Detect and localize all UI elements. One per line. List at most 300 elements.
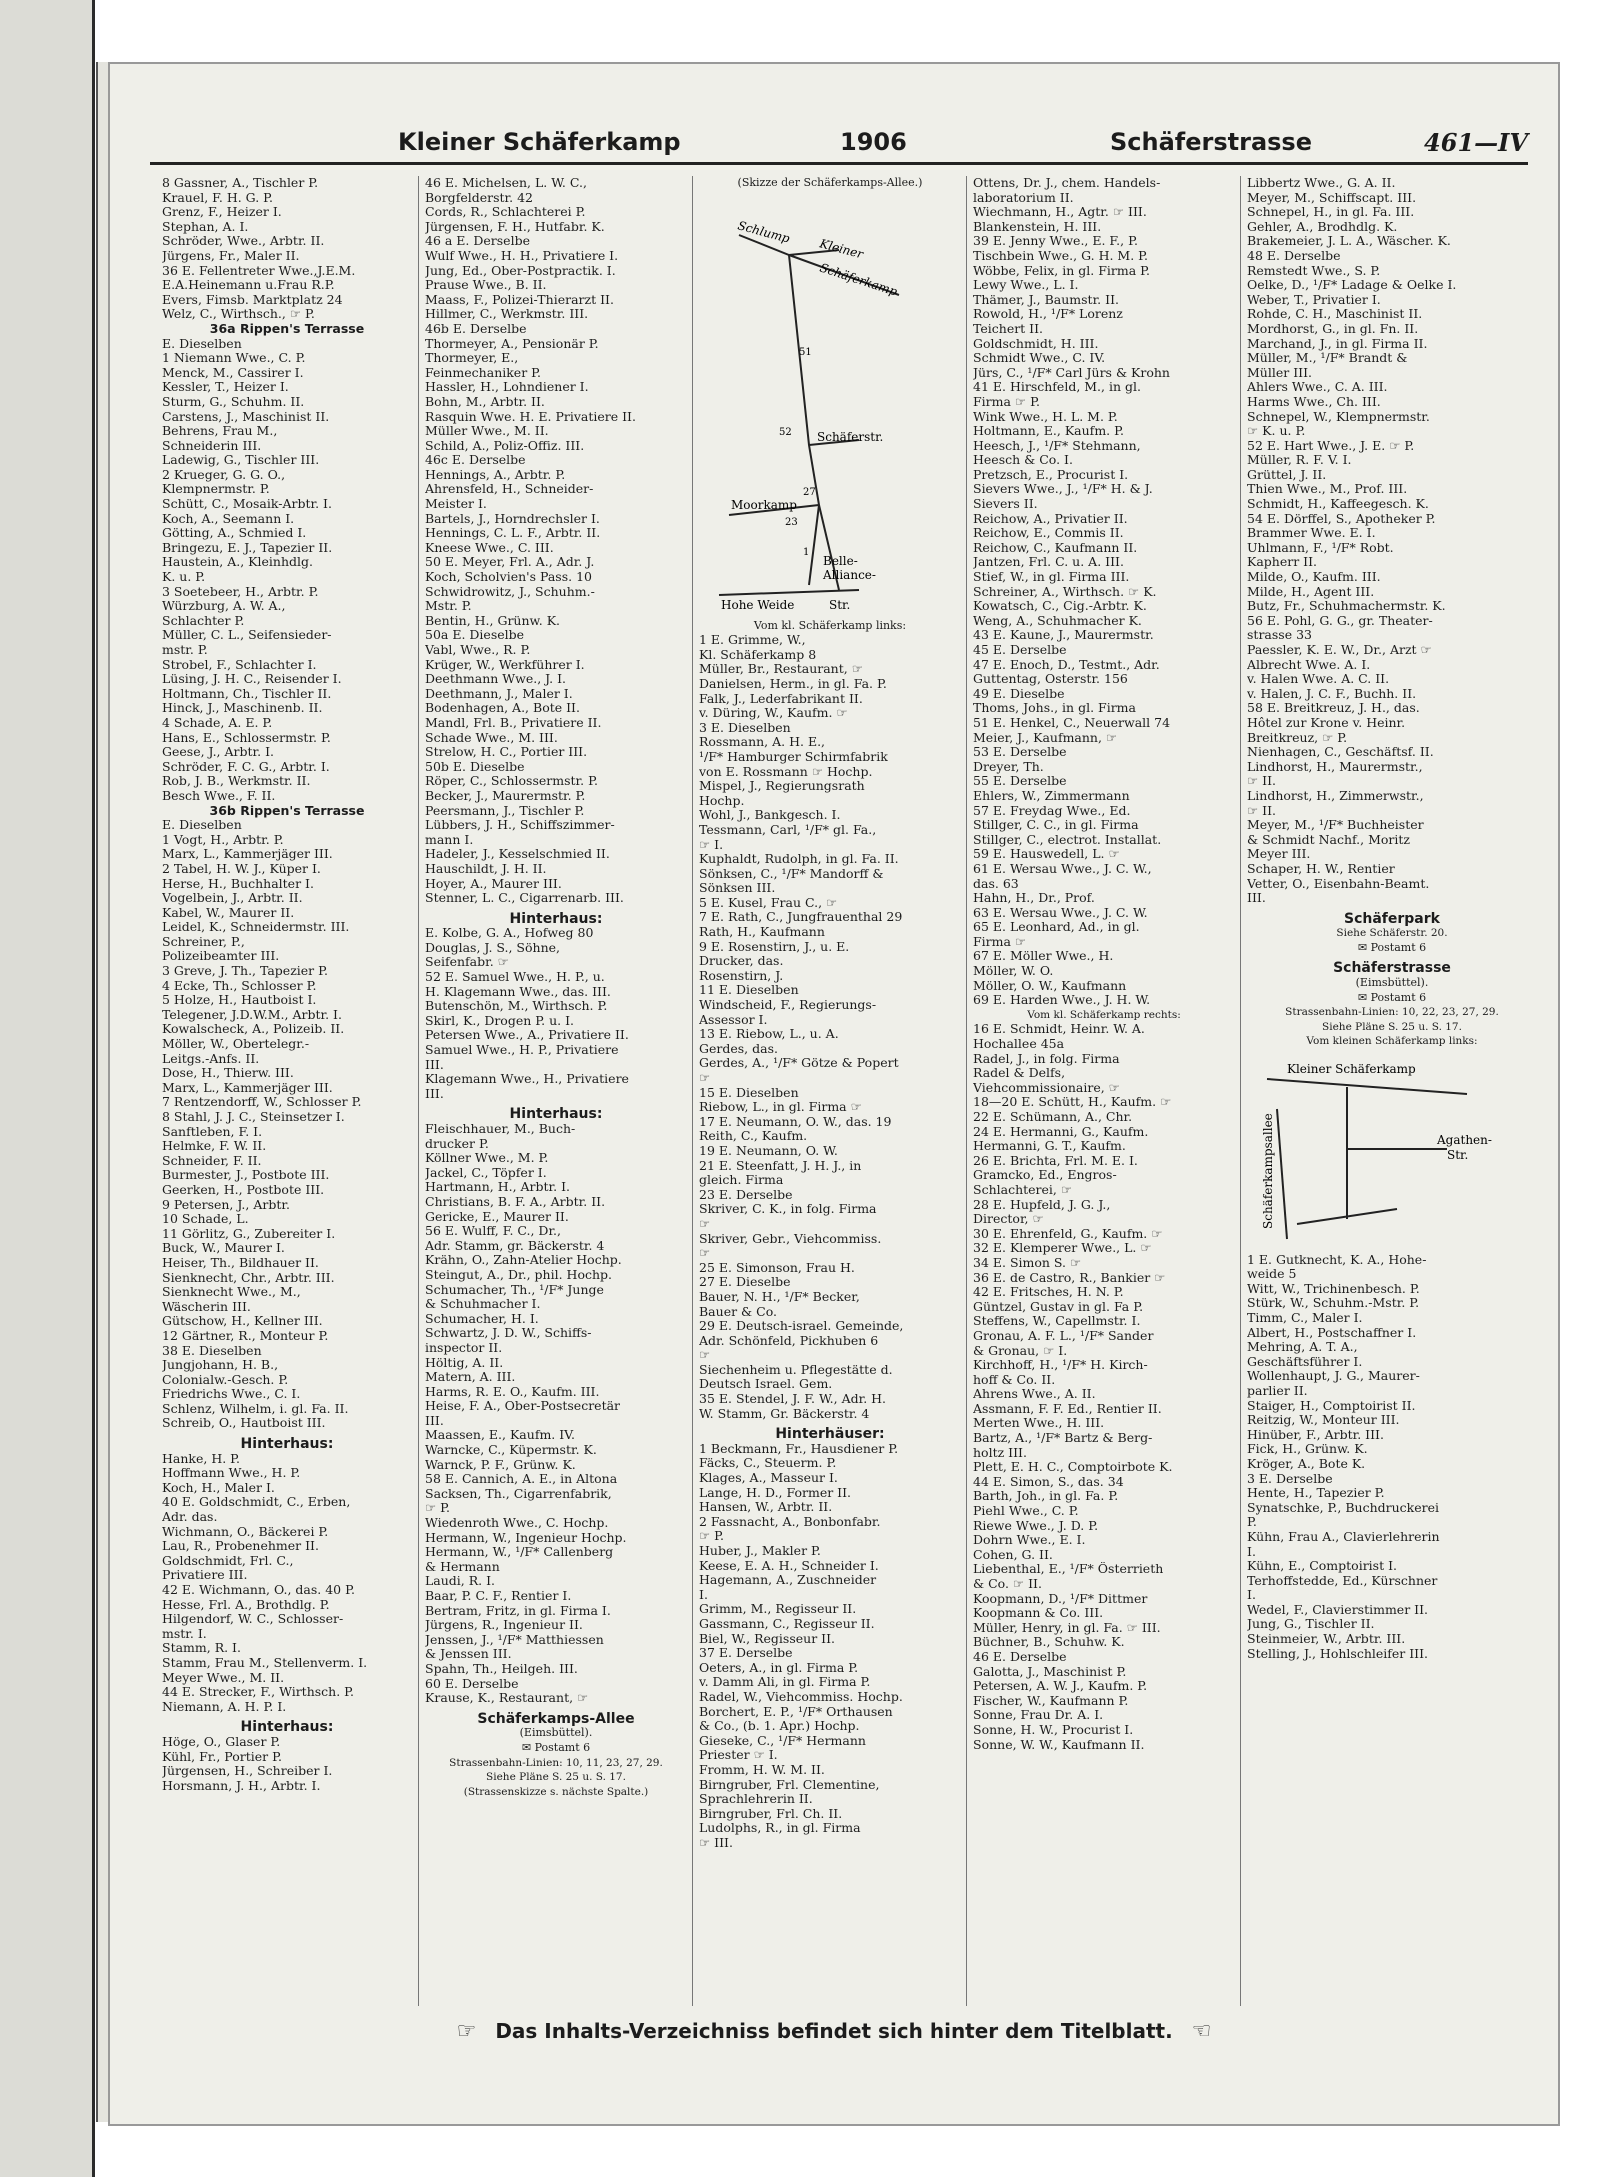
directory-entry: Vom kleinen Schäferkamp links: [1306,1035,1478,1048]
directory-entry: 11 E. Dieselben [699,983,799,998]
directory-entry: hoff & Co. II. [973,1372,1056,1387]
directory-entry: E. Dieselben [162,336,242,351]
directory-entry: Nienhagen, C., Geschäftsf. II. [1247,745,1434,760]
directory-entry: Hartmann, H., Arbtr. I. [425,1180,571,1195]
directory-entry: Möller, O. W., Kaufmann [973,978,1127,993]
header-street-right: Schäferstrasse [1110,128,1312,156]
directory-entry: 46 a E. Derselbe [425,234,530,249]
directory-entry: Sienknecht Wwe., M., [162,1285,301,1300]
directory-entry: ☞ P. [425,1501,451,1516]
directory-entry: Müller, M., ¹/F* Brandt & [1247,351,1408,366]
directory-entry: Besch Wwe., F. II. [162,788,276,803]
directory-entry: Hoffmann Wwe., H. P. [162,1466,301,1481]
directory-entry: 16 E. Schmidt, Heinr. W. A. [973,1022,1145,1037]
directory-entry: Hinck, J., Maschinenb. II. [162,701,323,716]
directory-page [108,62,1560,2126]
directory-entry: Herse, H., Buchhalter I. [162,876,314,891]
directory-entry: Rob, J. B., Werkmstr. II. [162,774,311,789]
directory-entry: Rohde, C. H., Maschinist II. [1247,307,1423,322]
directory-entry: Burmester, J., Postbote III. [162,1168,330,1183]
directory-entry: 60 E. Derselbe [425,1676,519,1691]
directory-entry: Albert, H., Postschaffner I. [1247,1325,1417,1340]
directory-entry: 22 E. Schümann, A., Chr. [973,1110,1133,1124]
directory-entry: Skriver, Gebr., Viehcommiss. [699,1231,882,1246]
directory-entry: 63 E. Wersau Wwe., J. C. W. [973,905,1148,920]
directory-entry: 15 E. Dieselben [699,1085,799,1100]
directory-entry: 13 E. Riebow, L., u. A. [699,1027,839,1042]
directory-entry: v. Halen Wwe. A. C. II. [1247,672,1390,687]
directory-entry: Schneiderin III. [162,438,262,453]
directory-entry: 3 E. Dieselben [699,720,791,735]
directory-entry: (Strassenskizze s. nächste Spalte.) [463,1785,649,1798]
directory-entry: Vogelbein, J., Arbtr. II. [162,891,303,906]
directory-entry: Hermann, W., Ingenieur Hochp. [425,1530,627,1545]
directory-entry: laboratorium II. [973,190,1074,205]
directory-entry: Wedel, F., Clavierstimmer II. [1247,1602,1428,1617]
directory-entry: Koch, H., Maler I. [162,1480,275,1495]
directory-entry: Heesch & Co. I. [973,453,1073,468]
directory-entry: Schlenz, Wilhelm, i. gl. Fa. II. [162,1401,349,1416]
directory-entry: Gieseke, C., ¹/F* Hermann [699,1733,866,1748]
directory-entry: gleich. Firma [699,1173,784,1188]
directory-entry: 49 E. Dieselbe [973,686,1065,701]
directory-entry: Hesse, Frl. A., Brothdlg. P. [162,1597,330,1612]
directory-entry: Geschäftsführer I. [1247,1354,1363,1369]
directory-entry: Bartels, J., Horndrechsler I. [425,511,600,526]
directory-entry: Koch, A., Seemann I. [162,511,295,526]
directory-entry: 35 E. Stendel, J. F. W., Adr. H. [699,1392,887,1407]
directory-entry: Leitgs.-Anfs. II. [162,1051,260,1066]
directory-entry: Meister I. [425,497,487,512]
directory-entry: Priester ☞ I. [699,1748,778,1763]
map-number-23: 23 [785,516,798,528]
directory-entry: Geese, J., Arbtr. I. [162,745,274,760]
directory-entry: Hassler, H., Lohndiener I. [425,380,589,395]
directory-entry: Götting, A., Schmied I. [162,526,307,541]
directory-entry: Holtmann, Ch., Tischler II. [162,686,332,701]
directory-entry: Hagemann, A., Zuschneider [699,1573,877,1588]
directory-entry: 59 E. Hauswedell, L. ☞ [973,847,1120,862]
directory-entry: Gronau, A. F. L., ¹/F* Sander [973,1328,1154,1343]
directory-entry: Hinüber, F., Arbtr. III. [1247,1427,1384,1442]
directory-entry: Harms Wwe., Ch. III. [1247,394,1381,409]
directory-entry: Reitzig, W., Monteur III. [1247,1413,1400,1428]
map2-label-schaeferkampsallee: Schäferkampsallee [1261,1113,1275,1230]
directory-entry: Fischer, W., Kaufmann P. [973,1693,1129,1708]
directory-entry: 3 Soetebeer, H., Arbtr. P. [162,584,319,599]
directory-entry: 8 Stahl, J. J. C., Steinsetzer I. [162,1110,345,1124]
directory-entry: (Eimsbüttel). [1355,976,1429,990]
directory-entry: 36b Rippen's Terrasse [209,803,365,818]
directory-entry: Goldschmidt, Frl. C., [162,1553,294,1568]
directory-entry: Möller, W., Obertelegr.- [162,1037,310,1052]
directory-entry: & Jenssen III. [425,1647,512,1662]
directory-entry: Weber, T., Privatier I. [1247,292,1381,307]
directory-entry: Ottens, Dr. J., chem. Handels- [973,176,1161,190]
directory-entry: Vetter, O., Eisenbahn-Beamt. [1247,876,1430,891]
directory-entry: holtz III. [973,1445,1027,1460]
directory-entry: Kowatsch, C., Cig.-Arbtr. K. [973,599,1147,614]
directory-entry: Gerdes, das. [699,1041,778,1056]
directory-entry: mann I. [425,832,474,847]
directory-entry: Jürs, C., ¹/F* Carl Jürs & Krohn [973,365,1170,380]
directory-entry: 42 E. Fritsches, H. N. P. [973,1285,1124,1300]
directory-entry: Uhlmann, F., ¹/F* Robt. [1247,540,1394,555]
directory-entry: Haustein, A., Kleinhdlg. [162,555,313,570]
directory-entry: Stief, W., in gl. Firma III. [973,570,1130,585]
directory-entry: Adr. das. [162,1510,218,1525]
directory-entry: Breitkreuz, ☞ P. [1247,730,1348,745]
directory-entry: H. Klagemann Wwe., das. III. [425,984,611,999]
directory-entry: Sönksen III. [699,881,776,896]
directory-entry: Reichow, A., Privatier II. [973,511,1128,526]
directory-entry: Lübbers, J. H., Schiffszimmer- [425,818,615,833]
directory-entry: Bringezu, E. J., Tapezier II. [162,540,333,555]
directory-entry: Schnepel, H., in gl. Fa. III. [1247,205,1415,220]
directory-entry: Brakemeier, J. L. A., Wäscher. K. [1247,234,1451,249]
directory-entry: Brammer Wwe. E. I. [1247,526,1376,541]
directory-entry: Peersmann, J., Tischler P. [425,803,585,818]
directory-entry: 23 E. Derselbe [699,1187,793,1202]
directory-entry: Bertram, Fritz, in gl. Firma I. [425,1603,611,1618]
directory-entry: Sonne, Frau Dr. A. I. [973,1708,1104,1723]
directory-entry: Schäferpark [1344,911,1440,927]
directory-entry: Becker, J., Maurermstr. P. [425,788,586,803]
directory-entry: Heiser, Th., Bildhauer II. [162,1255,319,1270]
directory-entry: Schütt, C., Mosaik-Arbtr. I. [162,497,332,512]
directory-entry: 18—20 E. Schütt, H., Kaufm. ☞ [973,1095,1172,1110]
directory-entry: Hahn, H., Dr., Prof. [973,891,1095,906]
directory-entry: III. [425,1057,444,1072]
directory-entry: Radel, W., Viehcommiss. Hochp. [699,1689,903,1704]
directory-entry: Holtmann, E., Kaufm. P. [973,424,1124,439]
directory-entry: Schreib, O., Hautboist III. [162,1416,326,1431]
directory-entry: 36 E. de Castro, R., Bankier ☞ [973,1270,1166,1285]
directory-entry: Laudi, R. I. [425,1574,496,1589]
directory-entry: Maass, F., Polizei-Thierarzt II. [425,292,614,307]
directory-entry: Hermanni, G. T., Kaufm. [973,1139,1126,1154]
directory-entry: Vom kl. Schäferkamp rechts: [1027,1008,1181,1021]
directory-entry: Carstens, J., Maschinist II. [162,409,330,424]
directory-entry: 67 E. Möller Wwe., H. [973,949,1114,964]
directory-entry: Wink Wwe., H. L. M. P. [973,409,1118,424]
directory-entry: Plett, E. H. C., Comptoirbote K. [973,1460,1173,1475]
directory-entry: Thormeyer, A., Pensionär P. [425,336,599,351]
directory-entry: ☞ [699,1071,711,1085]
directory-entry: Ahlers Wwe., C. A. III. [1247,380,1388,395]
directory-entry: 8 Gassner, A., Tischler P. [162,176,319,190]
directory-entry: 5 Holze, H., Hautboist I. [162,993,317,1008]
directory-entry: Stillger, C., electrot. Installat. [973,832,1162,847]
directory-entry: Siehe Pläne S. 25 u. S. 17. [486,1771,626,1784]
directory-entry: Schreiner, P., [162,934,245,949]
directory-entry: Bentin, H., Grünw. K. [425,613,561,628]
directory-entry: Cohen, G. II. [973,1547,1053,1562]
directory-entry: Evers, Fimsb. Marktplatz 24 [162,292,343,307]
directory-entry: Colonialw.-Gesch. P. [162,1372,289,1387]
directory-entry: parlier II. [1247,1383,1308,1398]
directory-entry: 52 E. Hart Wwe., J. E. ☞ P. [1247,438,1415,453]
directory-entry: Jürgens, Fr., Maler II. [162,248,300,263]
directory-entry: 44 E. Strecker, F., Wirthsch. P. [162,1685,355,1700]
directory-entry: mstr. I. [162,1626,207,1641]
directory-entry: Vabl, Wwe., R. P. [425,643,531,657]
directory-entry: Thoms, Johs., in gl. Firma [973,701,1136,716]
directory-entry: 56 E. Pohl, G. G., gr. Theater- [1247,613,1433,628]
directory-entry: E.A.Heinemann u.Frau R.P. [162,278,335,293]
directory-entry: Milde, H., Agent III. [1247,584,1375,599]
directory-entry: Geerken, H., Postbote III. [162,1182,325,1197]
map-number-52: 52 [779,426,792,438]
directory-entry: Fromm, H. W. M. II. [699,1762,825,1777]
directory-entry: 9 E. Rosenstirn, J., u. E. [699,939,850,954]
map-footnote: Vom kl. Schäferkamp links: [753,618,907,632]
directory-entry: 2 Fassnacht, A., Bonbonfabr. [699,1514,881,1529]
directory-entry: I. [1247,1588,1256,1603]
directory-entry: Krauel, F. H. G. P. [162,190,274,205]
directory-entry: 55 E. Derselbe [973,774,1067,789]
directory-entry: Lewy Wwe., L. I. [973,278,1079,293]
directory-entry: Hennings, A., Arbtr. P. [425,467,566,482]
directory-entry: Schlachter P. [162,613,245,628]
directory-entry: 2 Krueger, G. G. O., [162,467,286,482]
header-street-left: Kleiner Schäferkamp [398,128,681,156]
directory-entry: Stelling, J., Hohlschleifer III. [1247,1646,1429,1661]
directory-entry: 46c E. Derselbe [425,453,526,468]
directory-entry: ✉ Postamt 6 [521,1740,591,1754]
directory-entry: Hochallee 45a [973,1037,1065,1052]
adjacent-page-strip [0,0,95,2177]
directory-entry: Warnck, P. F., Grünw. K. [425,1457,576,1472]
directory-entry: 1 E. Gutknecht, K. A., Hohe- [1247,1252,1427,1267]
column-2 [418,176,693,2006]
directory-entry: 7 Rentzendorff, W., Schlosser P. [162,1095,362,1110]
directory-entry: Blankenstein, H. III. [973,219,1102,234]
directory-entry: Mispel, J., Regierungsrath [699,779,865,794]
directory-entry: 28 E. Hupfeld, J. G. J., [973,1197,1111,1212]
directory-entry: Jungjohann, H. B., [162,1358,279,1373]
directory-entry: 53 E. Derselbe [973,745,1067,760]
page-header [150,122,1528,165]
directory-entry: Rasquin Wwe. H. E. Privatiere II. [425,409,636,424]
directory-entry: Hadeler, J., Kesselschmied II. [425,847,610,862]
directory-entry: Möller, W. O. [973,964,1054,979]
directory-entry: 27 E. Dieselbe [699,1275,791,1290]
directory-entry: Barth, Joh., in gl. Fa. P. [973,1489,1119,1504]
directory-entry: Rath, H., Kaufmann [699,925,825,940]
directory-entry: Jürgensen, H., Schreiber I. [162,1764,333,1779]
directory-entry: 10 Schade, L. [162,1212,249,1227]
directory-entry: 58 E. Cannich, A. E., in Altona [425,1472,618,1487]
directory-entry: v. Halen, J. C. F., Buchh. II. [1247,686,1417,701]
directory-entry: Schumacher, H. I. [425,1311,539,1326]
map-label-alliance: Alliance- [823,567,876,582]
directory-entry: K. u. P. [162,570,206,585]
directory-entry: Müller Wwe., M. II. [425,424,549,439]
directory-entry: III. [1247,891,1266,906]
directory-entry: Welz, C., Wirthsch., ☞ P. [162,307,315,322]
directory-entry: drucker P. [425,1136,489,1151]
directory-entry: 25 E. Simonson, Frau H. [699,1260,855,1275]
directory-entry: Stenner, L. C., Cigarrenarb. III. [425,891,624,906]
directory-entry: weide 5 [1247,1267,1297,1282]
directory-entry: Rossmann, A. H. E., [699,735,826,750]
directory-entry: Wiechmann, H., Agtr. ☞ III. [973,205,1147,220]
directory-entry: 48 E. Derselbe [1247,248,1341,263]
directory-entry: Meier, J., Kaufmann, ☞ [973,730,1118,745]
directory-entry: v. Damm Ali, in gl. Firma P. [699,1675,871,1690]
directory-entry: Hilgendorf, W. C., Schlosser- [162,1612,344,1627]
directory-entry: Dohrn Wwe., E. I. [973,1533,1086,1548]
directory-entry: Heise, F. A., Ober-Postsecretär [425,1399,621,1414]
directory-entry: 32 E. Klemperer Wwe., L. ☞ [973,1241,1152,1256]
directory-entry: III. [425,1413,444,1428]
directory-entry: Friedrichs Wwe., C. I. [162,1387,301,1402]
directory-entry: Höge, O., Glaser P. [162,1734,281,1749]
directory-entry: ☞ II. [1247,803,1277,818]
directory-entry: 45 E. Derselbe [973,643,1067,657]
directory-entry: 29 E. Deutsch-israel. Gemeinde, [699,1319,904,1334]
directory-entry: Oeters, A., in gl. Firma P. [699,1660,859,1675]
directory-entry: Radel & Delfs, [973,1066,1066,1081]
directory-entry: Müller, R. F. V. I. [1247,453,1352,468]
directory-entry: Hermann, W., ¹/F* Callenberg [425,1545,614,1560]
directory-entry: Schäferkamps-Allee [477,1711,635,1727]
directory-entry: Kirchhoff, H., ¹/F* H. Kirch- [973,1358,1148,1373]
directory-entry: Assessor I. [699,1012,768,1027]
directory-entry: 54 E. Dörffel, S., Apotheker P. [1247,511,1436,526]
directory-entry: Stamm, Frau M., Stellenverm. I. [162,1655,368,1670]
directory-entry: Meyer Wwe., M. II. [162,1670,285,1685]
directory-entry: Huber, J., Makler P. [699,1544,821,1558]
directory-entry: Strobel, F., Schlachter I. [162,657,317,672]
directory-entry: ☞ P. [699,1529,725,1544]
directory-entry: Guttentag, Osterstr. 156 [973,672,1128,687]
directory-entry: Schlachterei, ☞ [973,1182,1073,1197]
directory-entry: 2 Tabel, H. W. J., Küper I. [162,861,321,876]
directory-entry: Birngruber, Frl. Clementine, [699,1777,880,1792]
directory-entry: Skriver, C. K., in folg. Firma [699,1202,877,1217]
directory-entry: Lange, H. D., Former II. [699,1485,852,1500]
directory-entry: Viehcommissionaire, ☞ [973,1080,1120,1095]
directory-entry: inspector II. [425,1340,503,1355]
directory-entry: Petersen, A. W. J., Kaufm. P. [973,1679,1148,1694]
directory-entry: Steingut, A., Dr., phil. Hochp. [425,1267,612,1282]
directory-entry: Borgfelderstr. 42 [425,190,533,205]
directory-entry: I. [699,1587,708,1602]
directory-entry: Schröder, F. C. G., Arbtr. I. [162,759,330,774]
directory-entry: Lüsing, J. H. C., Reisender I. [162,672,342,687]
directory-entry: Fick, H., Grünw. K. [1247,1442,1368,1457]
directory-entry: ☞ II. [1247,774,1277,789]
directory-entry: Terhoffstedde, Ed., Kürschner [1247,1573,1438,1588]
directory-entry: ✉ Postamt 6 [1357,990,1427,1004]
directory-entry: 1 E. Grimme, W., [699,633,806,648]
directory-entry: Jung, G., Tischler II. [1247,1617,1375,1632]
directory-entry: Baar, P. C. F., Rentier I. [425,1589,572,1603]
directory-entry: Timm, C., Maler I. [1247,1311,1363,1325]
directory-entry: Strelow, H. C., Portier III. [425,745,588,760]
directory-entry: Merten Wwe., H. III. [973,1416,1105,1431]
map-label-str: Str. [829,597,851,612]
directory-entry: Helmke, F. W. II. [162,1139,267,1154]
directory-entry: Jung, Ed., Ober-Postpractik. I. [425,263,616,278]
directory-entry: Jackel, C., Töpfer I. [425,1165,547,1180]
directory-entry: Teichert II. [973,321,1044,336]
directory-entry: Stillger, C. C., in gl. Firma [973,818,1139,833]
map-label-schaeferstr: Schäferstr. [817,429,884,444]
directory-entry: Bauer, N. H., ¹/F* Becker, [699,1289,860,1304]
directory-entry: 51 E. Henkel, C., Neuerwall 74 [973,715,1171,730]
map-label-schaeferkamp: Schäferkamp [818,260,900,299]
directory-entry: Strassenbahn-Linien: 10, 22, 23, 27, 29. [1285,1006,1499,1019]
directory-entry: 39 E. Jenny Wwe., E. F., P. [973,234,1138,249]
directory-entry: Schade Wwe., M. III. [425,730,558,745]
footer-text: Das Inhalts-Verzeichniss befindet sich hinter dem Titelblatt. [495,2019,1173,2043]
directory-entry: Skirl, K., Drogen P. u. I. [425,1013,574,1028]
directory-entry: Schäferstrasse [1333,961,1451,977]
directory-entry: Liebenthal, E., ¹/F* Österrieth [973,1562,1164,1577]
directory-entry: ☞ [699,1348,711,1363]
directory-entry: Staiger, H., Comptoirist II. [1247,1398,1416,1413]
directory-entry: 26 E. Brichta, Frl. M. E. I. [973,1153,1138,1168]
directory-entry: Schmidt, H., Kaffeegesch. K. [1247,497,1429,512]
directory-entry: Meyer III. [1247,847,1311,862]
directory-entry: Danielsen, Herm., in gl. Fa. P. [699,676,887,691]
directory-entry: Hinterhaus: [509,911,603,927]
directory-entry: 46 E. Derselbe [973,1649,1067,1664]
directory-entry: Prause Wwe., B. II. [425,278,547,293]
directory-entry: Kabel, W., Maurer II. [162,905,295,920]
directory-entry: Klempnermstr. P. [162,482,270,497]
directory-entry: Jantzen, Frl. C. u. A. III. [973,555,1124,570]
directory-entry: Kühn, Frau A., Clavierlehrerin [1247,1529,1440,1544]
column-1 [162,176,418,2006]
map-caption: (Skizze der Schäferkamps-Allee.) [737,176,923,189]
map-label-belle: Belle- [823,553,858,568]
directory-entry: 40 E. Goldschmidt, C., Erben, [162,1495,351,1510]
map-label-schlump: Schlump [736,217,792,246]
directory-entry: I. [1247,1544,1256,1559]
directory-entry: Koopmann, D., ¹/F* Dittmer [973,1591,1148,1606]
map2-label-str: Str. [1447,1148,1469,1163]
directory-entry: 65 E. Leonhard, Ad., in gl. [973,920,1140,935]
directory-entry: Paessler, K. E. W., Dr., Arzt ☞ [1247,643,1432,657]
directory-entry: Marx, L., Kammerjäger III. [162,1080,333,1095]
map-number-1: 1 [803,546,810,558]
directory-entry: Lindhorst, H., Zimmerwstr., [1247,788,1424,803]
directory-entry: Meyer, M., Schiffscapt. III. [1247,190,1417,205]
directory-entry: Hans, E., Schlossermstr. P. [162,730,331,745]
directory-entry: Sanftleben, F. I. [162,1124,263,1139]
directory-entry: Krähn, O., Zahn-Atelier Hochp. [425,1253,622,1268]
directory-entry: Synatschke, P., Buchdruckerei [1247,1500,1439,1515]
directory-entry: Harms, R. E. O., Kaufm. III. [425,1384,600,1399]
directory-entry: Radel, J., in folg. Firma [973,1051,1120,1066]
directory-entry: Sacksen, Th., Cigarrenfabrik, [425,1486,612,1501]
directory-entry: Schnepel, W., Klempnermstr. [1247,409,1430,424]
directory-entry: Grüttel, J. II. [1247,467,1327,482]
directory-entry: Piehl Wwe., C. P. [973,1504,1079,1519]
directory-entry: Büchner, B., Schuhw. K. [973,1635,1125,1650]
directory-entry: Schwidrowitz, J., Schuhm.- [425,584,595,599]
directory-entry: Firma ☞ [973,934,1027,949]
directory-entry: Grimm, M., Regisseur II. [699,1602,857,1617]
directory-entry: Marx, L., Kammerjäger III. [162,847,333,862]
directory-entry: Wohl, J., Bankgesch. I. [699,808,841,823]
directory-entry: Strassenbahn-Linien: 10, 11, 23, 27, 29. [449,1756,663,1769]
directory-entry: Gehler, A., Brodhdlg. K. [1247,219,1398,234]
